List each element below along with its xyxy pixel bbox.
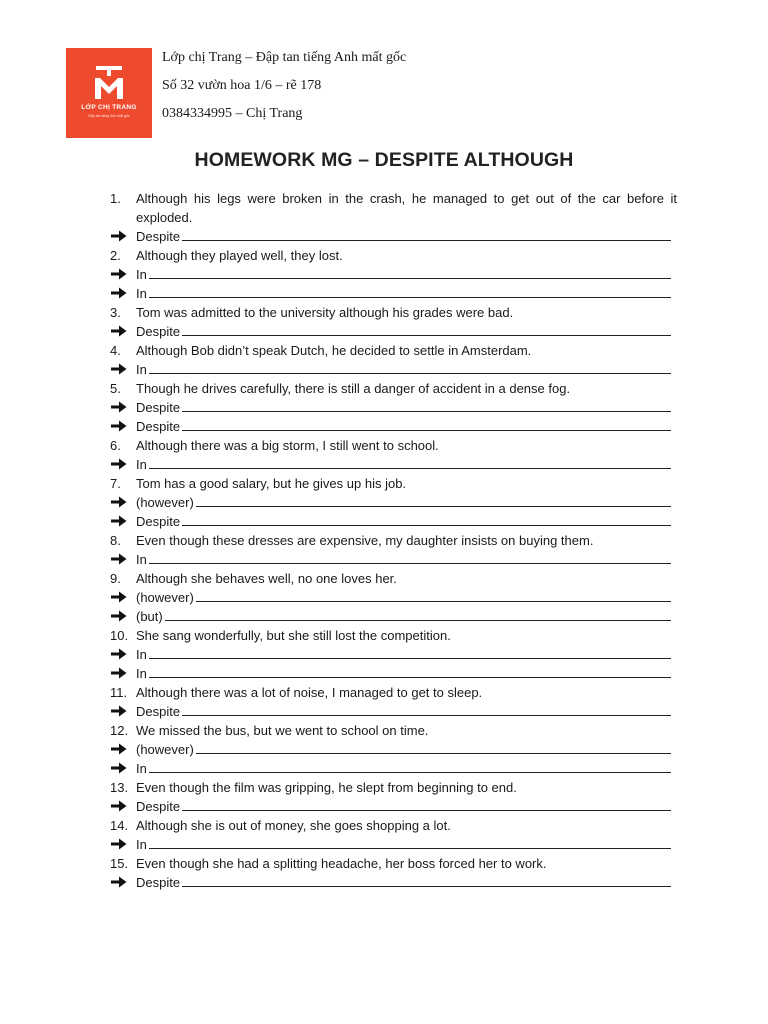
question-number: 11. <box>110 685 128 700</box>
arrow-icon <box>111 363 127 375</box>
answer-blank[interactable] <box>149 265 671 279</box>
question-number: 9. <box>110 571 121 586</box>
question-text: Tom has a good salary, but he gives up his job. <box>136 476 407 491</box>
answer-prefix: Despite <box>136 875 181 890</box>
answer-blank[interactable] <box>182 322 671 336</box>
answer-line <box>110 759 677 778</box>
answer-line <box>110 740 677 759</box>
logo-name: LỚP CHỊ TRANG <box>81 104 137 111</box>
answer-line <box>110 607 677 626</box>
logo-mark-icon <box>93 66 125 100</box>
exercise-list <box>110 189 677 892</box>
answer-line <box>110 417 677 436</box>
question-number: 6. <box>110 438 121 453</box>
header-line-phone: 0384334995 – Chị Trang <box>162 106 303 121</box>
answer-line <box>110 645 677 664</box>
answer-prefix: In <box>136 647 147 662</box>
answer-blank[interactable] <box>149 664 671 678</box>
question-text: Even though she had a splitting headache, her boss forced her to work. <box>136 856 547 871</box>
answer-line <box>110 702 677 721</box>
question-text: Though he drives carefully, there is still a danger of accident in a dense fog. <box>136 381 571 396</box>
arrow-icon <box>111 553 127 565</box>
question-item <box>110 569 677 588</box>
header-line-address: Số 32 vườn hoa 1/6 – rẽ 178 <box>162 78 322 93</box>
arrow-icon <box>111 838 127 850</box>
question-item <box>110 341 677 360</box>
question-item <box>110 721 677 740</box>
answer-prefix: (however) <box>136 742 194 757</box>
arrow-icon <box>111 496 127 508</box>
answer-blank[interactable] <box>182 873 671 887</box>
answer-blank[interactable] <box>149 284 671 298</box>
arrow-icon <box>111 515 127 527</box>
answer-line <box>110 493 677 512</box>
answer-prefix: Despite <box>136 799 181 814</box>
question-number: 1. <box>110 191 121 206</box>
question-number: 14. <box>110 818 129 833</box>
answer-line <box>110 664 677 683</box>
question-item <box>110 816 677 835</box>
header-line-class: Lớp chị Trang – Đập tan tiếng Anh mất gốc <box>162 50 407 65</box>
question-item <box>110 683 677 702</box>
answer-blank[interactable] <box>182 512 671 526</box>
question-item <box>110 531 677 550</box>
answer-blank[interactable] <box>149 455 671 469</box>
answer-prefix: In <box>136 286 147 301</box>
answer-prefix: (but) <box>136 609 163 624</box>
question-item <box>110 474 677 493</box>
arrow-icon <box>111 458 127 470</box>
answer-line <box>110 322 677 341</box>
question-number: 8. <box>110 533 121 548</box>
answer-line <box>110 227 677 246</box>
question-number: 12. <box>110 723 129 738</box>
question-text: We missed the bus, but we went to school on time. <box>136 723 429 738</box>
question-number: 4. <box>110 343 121 358</box>
question-text: She sang wonderfully, but she still lost the competition. <box>136 628 451 643</box>
answer-blank[interactable] <box>182 398 671 412</box>
answer-line <box>110 455 677 474</box>
answer-line <box>110 835 677 854</box>
answer-blank[interactable] <box>182 227 671 241</box>
arrow-icon <box>111 287 127 299</box>
arrow-icon <box>111 667 127 679</box>
answer-line <box>110 797 677 816</box>
answer-prefix: Despite <box>136 419 181 434</box>
arrow-icon <box>111 705 127 717</box>
answer-prefix: (however) <box>136 590 194 605</box>
answer-blank[interactable] <box>182 797 671 811</box>
answer-prefix: Despite <box>136 400 181 415</box>
answer-blank[interactable] <box>182 417 671 431</box>
logo-tagline: Đập tan tiếng Anh mất gốc <box>88 114 130 118</box>
question-text: Although Bob didn’t speak Dutch, he decided to settle in Amsterdam. <box>136 343 532 358</box>
answer-blank[interactable] <box>149 759 671 773</box>
question-number: 7. <box>110 476 121 491</box>
question-text: Tom was admitted to the university although his grades were bad. <box>136 305 514 320</box>
answer-blank[interactable] <box>196 588 671 602</box>
answer-prefix: Despite <box>136 324 181 339</box>
answer-prefix: In <box>136 761 147 776</box>
answer-blank[interactable] <box>149 550 671 564</box>
question-item <box>110 189 677 227</box>
answer-prefix: In <box>136 666 147 681</box>
answer-blank[interactable] <box>182 702 671 716</box>
question-number: 2. <box>110 248 121 263</box>
arrow-icon <box>111 610 127 622</box>
question-item <box>110 778 677 797</box>
question-number: 13. <box>110 780 129 795</box>
arrow-icon <box>111 762 127 774</box>
answer-line <box>110 873 677 892</box>
answer-prefix: Despite <box>136 229 181 244</box>
question-text: Even though the film was gripping, he slept from beginning to end. <box>136 780 517 795</box>
arrow-icon <box>111 876 127 888</box>
page-title: HOMEWORK MG – DESPITE ALTHOUGH <box>194 149 574 171</box>
arrow-icon <box>111 591 127 603</box>
question-item <box>110 379 677 398</box>
question-text: Although there was a lot of noise, I managed to get to sleep. <box>136 685 483 700</box>
answer-prefix: In <box>136 267 147 282</box>
arrow-icon <box>111 648 127 660</box>
question-text: Although they played well, they lost. <box>136 248 343 263</box>
arrow-icon <box>111 325 127 337</box>
question-item <box>110 626 677 645</box>
question-text: Although there was a big storm, I still went to school. <box>136 438 439 453</box>
question-item <box>110 246 677 265</box>
answer-line <box>110 284 677 303</box>
arrow-icon <box>111 420 127 432</box>
answer-line <box>110 550 677 569</box>
answer-prefix: (however) <box>136 495 194 510</box>
answer-blank[interactable] <box>149 360 671 374</box>
answer-line <box>110 265 677 284</box>
question-item <box>110 436 677 455</box>
answer-blank[interactable] <box>196 740 671 754</box>
question-number: 5. <box>110 381 121 396</box>
answer-prefix: In <box>136 362 147 377</box>
answer-blank[interactable] <box>149 645 671 659</box>
logo <box>66 48 152 138</box>
answer-prefix: In <box>136 837 147 852</box>
question-text: Although his legs were broken in the crash, he managed to get out of the car before it exploded. <box>136 191 677 225</box>
answer-prefix: Despite <box>136 704 181 719</box>
answer-line <box>110 360 677 379</box>
arrow-icon <box>111 800 127 812</box>
arrow-icon <box>111 230 127 242</box>
question-item <box>110 854 677 873</box>
question-text: Even though these dresses are expensive, my daughter insists on buying them. <box>136 533 594 548</box>
arrow-icon <box>111 401 127 413</box>
question-item <box>110 303 677 322</box>
question-text: Although she is out of money, she goes shopping a lot. <box>136 818 451 833</box>
arrow-icon <box>111 268 127 280</box>
answer-blank[interactable] <box>165 607 671 621</box>
question-text: Although she behaves well, no one loves her. <box>136 571 397 586</box>
header-info <box>162 44 406 128</box>
answer-prefix: In <box>136 457 147 472</box>
answer-prefix: Despite <box>136 514 181 529</box>
question-number: 10. <box>110 628 129 643</box>
answer-prefix: In <box>136 552 147 567</box>
answer-line <box>110 398 677 417</box>
answer-blank[interactable] <box>149 835 671 849</box>
question-number: 3. <box>110 305 121 320</box>
answer-line <box>110 512 677 531</box>
answer-blank[interactable] <box>196 493 671 507</box>
answer-line <box>110 588 677 607</box>
arrow-icon <box>111 743 127 755</box>
question-number: 15. <box>110 856 129 871</box>
